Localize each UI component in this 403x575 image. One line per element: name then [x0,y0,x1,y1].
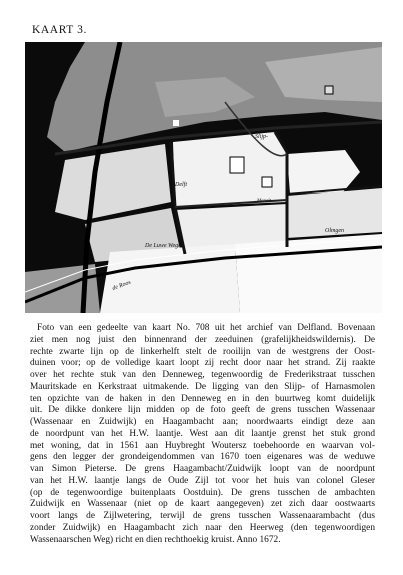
caption-line: (Wassenaar en Zuidwijk) en Haagambacht aan; noordwaarts eindigt deze aan [30,417,375,427]
caption-line: de noordpunt van het H.W. laantje. West aan dit laantje grenst het stuk grond [30,428,375,439]
caption-line: ten opzichte van de haken in den Denneweg en in den buurtweg komt duidelijk [30,393,375,404]
building-small [173,120,179,126]
caption-line: Mauritskade en Kerkstraat uitmakende. De ligging van den Slijp- of Harnasmolen [30,381,375,392]
map-label-e: Olmgen [325,228,344,234]
map-label-d: De Luwe Wegh [145,243,182,249]
caption-line: (op de tegenwoordige buitenplaats Oostduin). De grens tusschen de ambachten [30,487,375,498]
page-heading: KAART 3. [32,24,88,36]
caption-line: rechte zwarte lijn op de linkerhelft stelt de rooilijn van de westgrens der Oost- [30,346,375,357]
caption-line: van het H.W. laantje langs de Oude Zijl tot voor het huis van colonel Gleser [30,475,375,486]
caption-line: Wassenaarschen Weg) richt en dien rechthoekig kruist. Anno 1672. [30,534,281,545]
caption-line: Zuidwijk en Wassenaar (niet op de kaart aangegeven) zet zich daar oostwaarts [30,499,375,510]
caption-line: over het rechte stuk van den Denneweg, tegenwoordig de Frederikstraat tusschen [30,370,375,380]
map-photo [25,42,382,313]
plot-bottom-right [235,234,382,313]
caption-line: met woning, dat in 1561 aan Huybreght Woutersz toebehoorde en waarvan vol- [30,440,375,451]
map-label-c: Menelt [257,199,271,204]
plot-bottom-center [100,244,240,313]
map-caption [30,323,375,546]
caption-line: uit. De dikke donkere lijn midden op de foto geeft de grens tusschen Wassenaar [30,405,375,416]
caption-line: gens den legger der grondeigendommen van 1670 toen eigenares was de weduwe [30,452,375,463]
caption-line: voort langs de Zijlwetering, terwijl de grens tusschen Wassenaarambacht (dus [30,511,375,521]
building-house [230,157,244,173]
caption-line: Foto van een gedeelte van kaart No. 708 uit het archief van Delfland. Bovenaan [37,323,375,333]
building-mill [262,177,272,187]
caption-line: ziet men nog juist den binnenrand der zeeduinen (grafelijkheidswildernis). De [30,334,375,345]
caption-line: duinen voor; op de volledige kaart loopt zij recht door naar het strand. Zij raakte [30,358,375,369]
map-label-b: Delft [175,182,187,188]
building-dune [325,86,333,94]
map-label-f: de Roos [111,279,132,292]
caption-line: van Simon Pieterse. De grens Haagambacht/Zuidwijk loopt van de noordpunt [30,464,375,474]
historical-map-drawing [25,42,382,313]
map-label-a: Slijp- [255,134,268,140]
caption-line: zonder Zuidwijk) en Haagambacht zich naar den Heerweg (den tegenwoordigen [30,522,375,533]
